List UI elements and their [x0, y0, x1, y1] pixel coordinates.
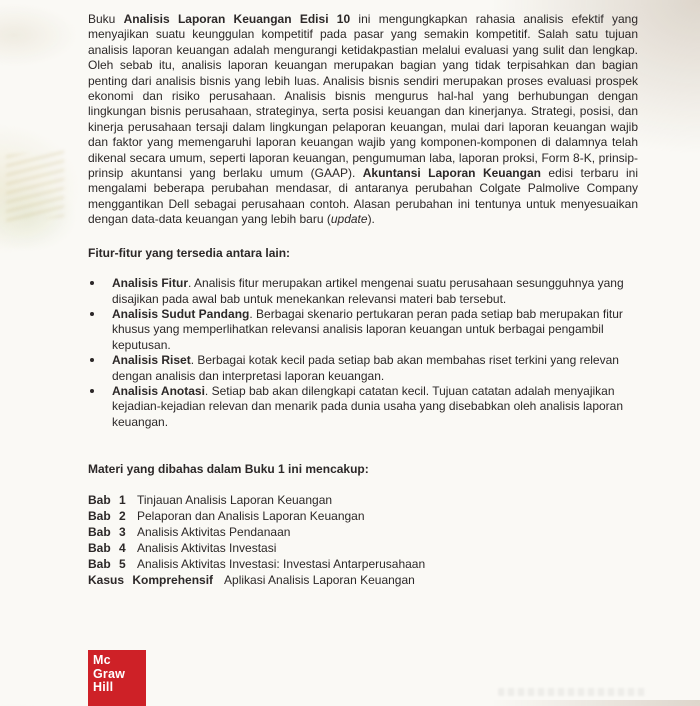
features-heading: Fitur-fitur yang tersedia antara lain:: [88, 245, 291, 260]
bullet-icon: [90, 358, 94, 362]
feature-text: . Berbagai skenario pertukaran peran pada setiap bab merupakan fitur khusus yang memperlihatkan relevansi analisis laporan keuangan untuk berbagai pengambil keputusan.: [112, 306, 623, 352]
chapter-list: [88, 492, 638, 588]
feature-title: Analisis Riset: [112, 353, 191, 368]
chapter-label: Bab 1: [88, 492, 126, 507]
feature-text: . Berbagai kotak kecil pada setiap bab akan membahas riset terkini yang relevan dengan analisis dan interpretasi laporan keuangan.: [112, 353, 619, 383]
feature-item-analisis-riset: [88, 353, 638, 384]
faint-watermark: [498, 688, 646, 696]
bullet-icon: [90, 312, 94, 316]
feature-item-analisis-sudut-pandang: [88, 307, 638, 353]
feature-title: Analisis Sudut Pandang: [112, 306, 250, 321]
book-title-2-bold: Akuntansi Laporan Keuangan: [362, 166, 541, 181]
intro-body: ini mengungkapkan rahasia analisis efektif yang menyajikan suatu keunggulan kompetitif pada pasar yang semakin kompetitif. Salah satu tujuan analisis laporan keuangan adalah mengurangi ketidakpastian melalui evaluasi yang sulit dan lengkap. Oleh sebab itu, analisis laporan keuangan merupakan bagian yang tidak terpisahkan dan bagian penting dari analisis bisnis yang lebih luas. Analisis bisnis sendiri merupakan proses evaluasi prospek ekonomi dan risiko perusahaan. Analisis bisnis mengurus hal-hal yang berhubungan dengan lingkungan bisnis perusahaan, strateginya, serta posisi keuangan dan kinerjanya. Strategi, posisi, dan kinerja perusahaan tersaji dalam lingkungan pelaporan keuangan, mulai dari laporan keuangan wajib dan faktor yang memengaruhi laporan keuangan wajib yang komponen-komponen di dalamnya telah dikenal secara umum, seperti laporan keuangan, pengumuman laba, laporan proksi, Form 8-K, prinsip-prinsip akuntansi yang berlaku umum (GAAP).: [88, 12, 638, 181]
feature-title: Analisis Fitur: [112, 276, 189, 291]
feature-item-analisis-fitur: [88, 276, 638, 307]
bullet-icon: [90, 281, 94, 285]
chapter-label: Bab 2: [88, 508, 126, 523]
feature-text: . Setiap bab akan dilengkapi catatan kecil. Tujuan catatan adalah menyajikan kejadian-kejadian relevan dan menarik pada dunia usaha yang disebabkan oleh analisis laporan keuangan.: [112, 383, 624, 429]
intro-lead: Buku: [88, 12, 124, 26]
logo-line-graw: Graw: [93, 666, 126, 681]
logo-line-hill: Hill: [93, 680, 114, 694]
chapter-title: Analisis Aktivitas Investasi: Investasi Antarperusahaan: [137, 556, 426, 571]
chapter-label: Bab 5: [88, 556, 126, 571]
feature-title: Analisis Anotasi: [112, 383, 205, 398]
logo-line-mc: Mc: [93, 653, 111, 667]
chapter-title: Tinjauan Analisis Laporan Keuangan: [137, 492, 333, 507]
scan-artifact-smudge: [6, 149, 64, 223]
chapter-label: Bab 4: [88, 540, 126, 555]
chapter-row-kasus-komprehensif: [88, 572, 638, 588]
chapter-title: Aplikasi Analisis Laporan Keuangan: [224, 572, 415, 587]
chapter-row-bab-1: [88, 492, 638, 508]
feature-item-analisis-anotasi: [88, 384, 638, 430]
mcgraw-hill-logo: [88, 650, 146, 706]
back-cover-text-block: [88, 12, 638, 588]
contents-heading: Materi yang dibahas dalam Buku 1 ini mencakup:: [88, 462, 369, 477]
chapter-title: Pelaporan dan Analisis Laporan Keuangan: [137, 508, 365, 523]
chapter-row-bab-4: [88, 540, 638, 556]
book-title-bold: Analisis Laporan Keuangan Edisi 10: [123, 12, 351, 26]
chapter-row-bab-2: [88, 508, 638, 524]
chapter-label: Kasus Komprehensif: [88, 572, 214, 587]
intro-tail: ).: [367, 212, 375, 227]
chapter-title: Analisis Aktivitas Investasi: [137, 540, 277, 555]
update-italic: update: [330, 212, 368, 227]
chapter-row-bab-3: [88, 524, 638, 540]
chapter-title: Analisis Aktivitas Pendanaan: [137, 524, 291, 539]
bullet-icon: [90, 389, 94, 393]
intro-paragraph: [88, 12, 638, 228]
chapter-row-bab-5: [88, 556, 638, 572]
chapter-label: Bab 3: [88, 524, 126, 539]
feature-list: [88, 276, 638, 430]
feature-text: . Analisis fitur merupakan artikel mengenai suatu perusahaan sesungguhnya yang disajikan pada awal bab untuk menekankan relevansi materi bab tersebut.: [112, 276, 624, 306]
intro-body-2: edisi terbaru ini mengalami beberapa perubahan mendasar, di antaranya perubahan Colgate Palmolive Company menggantikan Dell sebagai perusahaan contoh. Alasan perubahan ini tentunya untuk menyesuaikan dengan data-data keuangan yang lebih baru (: [88, 166, 638, 227]
